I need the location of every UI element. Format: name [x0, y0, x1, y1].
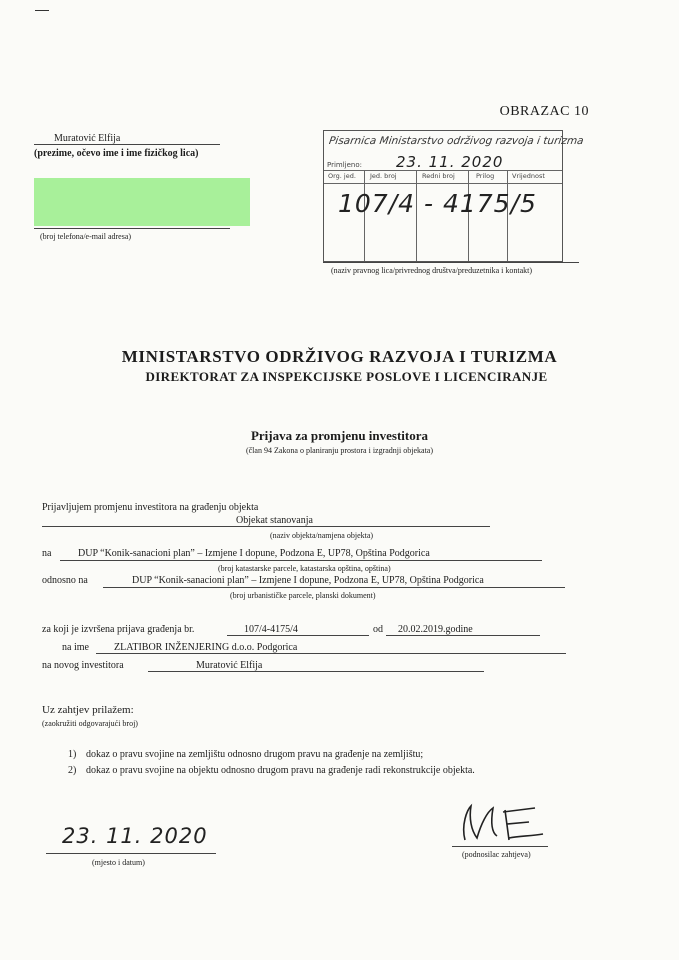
object-line — [42, 526, 490, 527]
stamp-received-date: 23. 11. 2020 — [396, 153, 504, 171]
stamp-col-header: Jed. broj — [370, 172, 397, 180]
prijava-number: 107/4-4175/4 — [244, 624, 298, 635]
attachment-item-text: dokaz o pravu svojine na zemljištu odnosno drugom pravu na građenje na zemljištu; — [86, 749, 424, 760]
od-label: od — [373, 624, 383, 635]
form-code: OBRAZAC 10 — [499, 104, 589, 119]
attachments-heading: Uz zahtjev prilažem: — [42, 704, 134, 716]
stamp-col-header: Vrijednost — [512, 172, 545, 180]
object-value: Objekat stanovanja — [236, 515, 313, 526]
date-caption: (mjesto i datum) — [92, 858, 145, 867]
prijava-number-line — [227, 635, 369, 636]
urban-value: DUP “Konik-sanacioni plan” – Izmjene I dopune, Podzona E, UP78, Opština Podgorica — [132, 575, 484, 586]
redacted-contact-box — [34, 178, 250, 226]
legal-entity-line — [323, 262, 579, 263]
object-caption: (naziv objekta/namjena objekta) — [270, 531, 374, 540]
parcel-value: DUP “Konik-sanacioni plan” – Izmjene I dopune, Podzona E, UP78, Opština Podgorica — [78, 548, 430, 559]
scan-mark — [35, 10, 49, 11]
stamp-title: Pisarnica Ministarstvo održivog razvoja i turizma — [328, 135, 585, 147]
attachment-item-number: 2) — [68, 765, 77, 776]
old-investor-line — [96, 653, 566, 654]
odnosno-label: odnosno na — [42, 575, 88, 586]
parcel-line — [60, 560, 542, 561]
form-subtitle: (član 94 Zakona o planiranju prostora i izgradnji objekata) — [245, 446, 434, 455]
new-investor-line — [148, 671, 484, 672]
stamp-rule — [324, 170, 562, 171]
new-investor: Muratović Elfija — [196, 660, 263, 671]
prijava-label: za koji je izvršena prijava građenja br. — [42, 624, 195, 635]
signature-line — [452, 846, 548, 847]
stamp-col-header: Org. jed. — [328, 172, 356, 180]
signature-caption: (podnosilac zahtjeva) — [462, 850, 531, 859]
legal-entity-caption: (naziv pravnog lica/privrednog društva/preduzetnika i kontakt) — [331, 266, 533, 275]
stamp-registry-number: 107/4 - 4175/5 — [338, 189, 537, 218]
old-investor: ZLATIBOR INŽENJERING d.o.o. Podgorica — [114, 642, 298, 653]
stamp-received-label: Primljeno: — [327, 161, 363, 169]
stamp-rule — [324, 183, 562, 184]
urban-line — [103, 587, 565, 588]
registry-stamp — [323, 130, 585, 262]
prijava-date-line — [386, 635, 540, 636]
handwritten-signature — [447, 800, 567, 850]
directorate-title: DIREKTORAT ZA INSPEKCIJSKE POSLOVE I LICENCIRANJE — [145, 369, 548, 384]
stamp-col-header: Prilog — [476, 172, 495, 180]
urban-caption: (broj urbanističke parcele, planski dokument) — [230, 591, 376, 600]
attachments-instruction: (zaokružiti odgovarajući broj) — [42, 719, 138, 728]
intro-text: Prijavljujem promjenu investitora na građenju objekta — [42, 502, 259, 513]
parcel-caption: (broj katastarske parcele, katastarska opština, opština) — [218, 564, 391, 573]
handwritten-date: 23. 11. 2020 — [62, 824, 208, 848]
date-line — [46, 853, 216, 854]
form-title: Prijava za promjenu investitora — [250, 428, 429, 443]
applicant-name-line — [34, 144, 220, 145]
new-investor-label: na novog investitora — [42, 660, 124, 671]
attachment-item-text: dokaz o pravu svojine na objektu odnosno drugom pravu na građenje radi rekonstrukcije objekta. — [86, 765, 475, 776]
prijava-date: 20.02.2019.godine — [398, 624, 473, 635]
phone-line — [34, 228, 230, 229]
ime-label: na ime — [62, 642, 89, 653]
attachment-item-number: 1) — [68, 749, 77, 760]
phone-caption: (broj telefona/e-mail adresa) — [40, 232, 132, 241]
applicant-name: Muratović Elfija — [54, 133, 121, 144]
applicant-name-caption: (prezime, očevo ime i ime fizičkog lica) — [34, 148, 199, 159]
stamp-col-header: Redni broj — [422, 172, 455, 180]
na-label: na — [42, 548, 52, 559]
ministry-title: MINISTARSTVO ODRŽIVOG RAZVOJA I TURIZMA — [121, 347, 558, 366]
